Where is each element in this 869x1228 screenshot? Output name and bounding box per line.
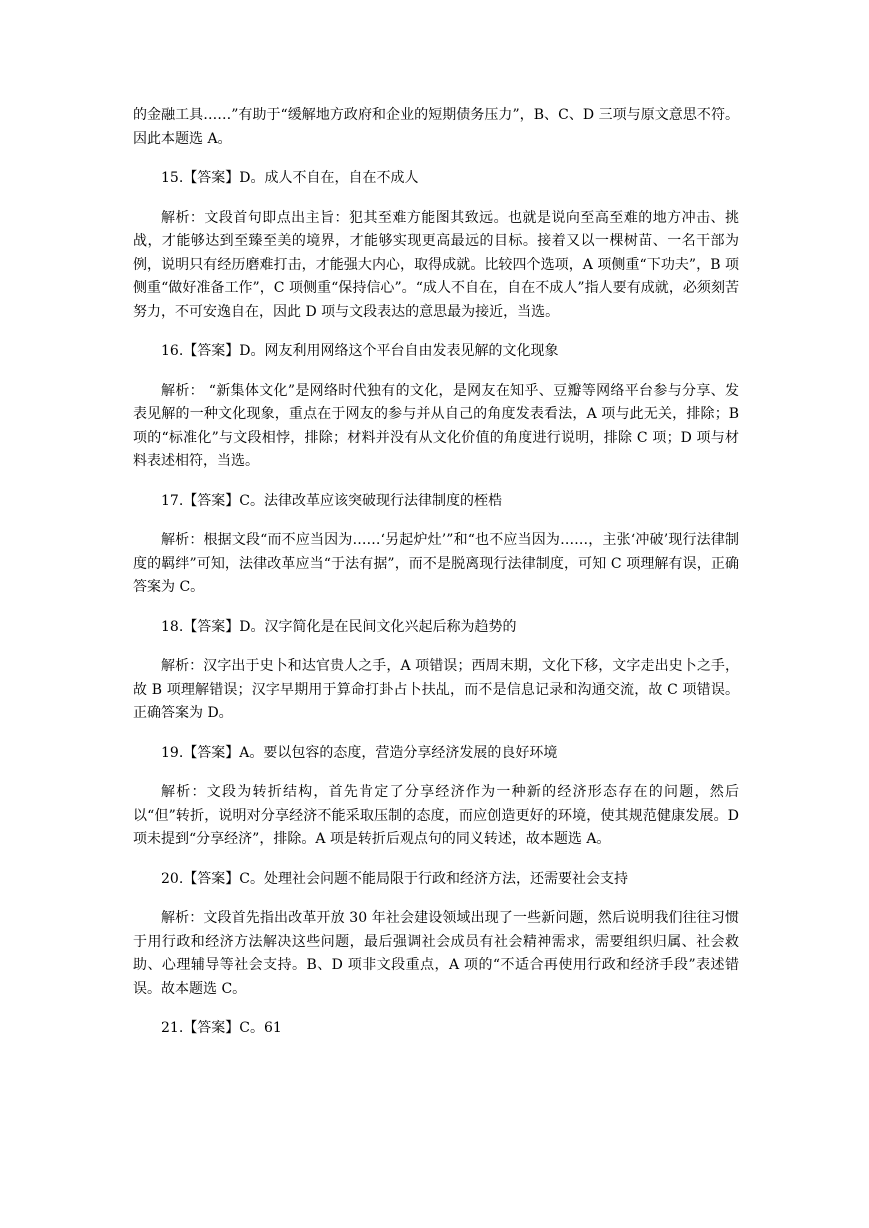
intro-paragraph: 的金融工具……”有助于“缓解地方政府和企业的短期债务压力”，B、C、D 三项与原文意思不符。因此本题选 A。	[133, 107, 739, 147]
analysis-17: 解析：根据文段“而不应当因为……‘另起炉灶’”和“也不应当因为……，主张‘冲破’现行法律制度的羁绊”可知，法律改革应当“于法有据”，而不是脱离现行法律制度，可知 C 项理解有误，正确答案为 C。	[133, 532, 739, 595]
answer-19: 19.【答案】A。要以包容的态度，营造分享经济发展的良好环境	[161, 744, 558, 761]
analysis-16: 解析： “新集体文化”是网络时代独有的文化，是网友在知乎、豆瓣等网络平台参与分享、发表见解的一种文化现象，重点在于网友的参与并从自己的角度发表看法，A 项与此无关，排除；B 项的“标准化”与文段相悖，排除；材料并没有从文化价值的角度进行说明，排除 C 项；D 项与材料表述相符，当选。	[133, 382, 739, 469]
analysis-18: 解析：汉字出于史卜和达官贵人之手，A 项错误；西周末期，文化下移，文字走出史卜之手，故 B 项理解错误；汉字早期用于算命打卦占卜扶乩，而不是信息记录和沟通交流，故 C 项错误。正确答案为 D。	[133, 658, 739, 721]
answer-20: 20.【答案】C。处理社会问题不能局限于行政和经济方法，还需要社会支持	[161, 870, 628, 887]
answer-21: 21.【答案】C。61	[161, 1020, 282, 1036]
answer-15: 15.【答案】D。成人不自在，自在不成人	[161, 170, 419, 186]
document-page	[133, 104, 739, 1041]
answer-18: 18.【答案】D。汉字简化是在民间文化兴起后称为趋势的	[161, 618, 517, 635]
analysis-19: 解析：文段为转折结构，首先肯定了分享经济作为一种新的经济形态存在的问题，然后以“但”转折，说明对分享经济不能采取压制的态度，而应创造更好的环境，使其规范健康发展。D 项未提到“分享经济”，排除。A 项是转折后观点句的同义转述，故本题选 A。	[133, 784, 739, 847]
analysis-15: 解析：文段首句即点出主旨：犯其至难方能图其致远。也就是说向至高至难的地方冲击、挑战，才能够达到至臻至美的境界，才能够实现更高最远的目标。接着又以一棵树苗、一名干部为例，说明只有经历磨难打击，才能强大内心，取得成就。比较四个选项，A 项侧重“下功夫”，B 项侧重“做好准备工作”，C 项侧重“保持信心”。“成人不自在，自在不成人”指人要有成就，必须刻苦努力，不可安逸自在，因此 D 项与文段表达的意思最为接近，当选。	[133, 209, 739, 320]
answer-17: 17.【答案】C。法律改革应该突破现行法律制度的桎梏	[161, 492, 502, 509]
analysis-20: 解析：文段首先指出改革开放 30 年社会建设领域出现了一些新问题，然后说明我们往往习惯于用行政和经济方法解决这些问题，最后强调社会成员有社会精神需求，需要组织归属、社会救助、心理辅导等社会支持。B、D 项非文段重点，A 项的“不适合再使用行政和经济手段”表述错误。故本题选 C。	[133, 910, 739, 997]
answer-16: 16.【答案】D。网友利用网络这个平台自由发表见解的文化现象	[161, 343, 559, 359]
